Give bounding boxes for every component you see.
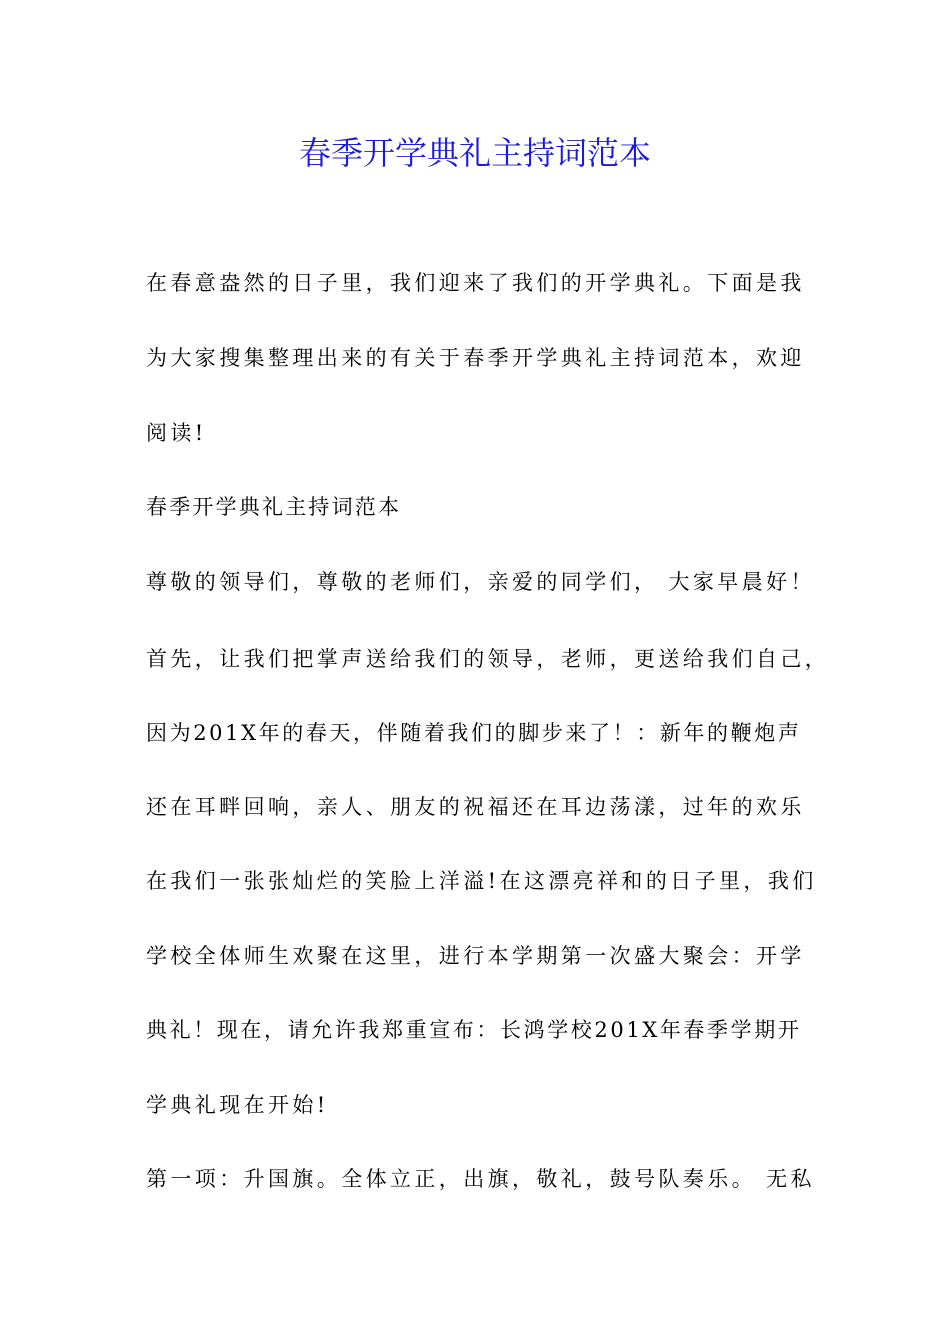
- body-line-6: 典礼！现在，请允许我郑重宣布：长鸿学校201X年春季学期开: [146, 1018, 802, 1042]
- intro-line-2: 为大家搜集整理出来的有关于春季开学典礼主持词范本，欢迎: [146, 346, 805, 370]
- section-heading: 春季开学典礼主持词范本: [146, 495, 402, 519]
- body-line-5: 学校全体师生欢聚在这里，进行本学期第一次盛大聚会：开学: [146, 944, 805, 968]
- body-line-3: 还在耳畔回响，亲人、朋友的祝福还在耳边荡漾，过年的欢乐: [146, 795, 805, 819]
- intro-line-3: 阅读!: [146, 421, 207, 445]
- agenda-item-1-line: 第一项：升国旗。全体立正，出旗，敬礼，鼓号队奏乐。 无私: [146, 1167, 815, 1191]
- document-title: 春季开学典礼主持词范本: [298, 134, 651, 172]
- intro-line-1: 在春意盎然的日子里，我们迎来了我们的开学典礼。下面是我: [146, 271, 805, 295]
- greeting-line: 尊敬的领导们，尊敬的老师们，亲爱的同学们， 大家早晨好！: [146, 570, 815, 594]
- body-line-1: 首先，让我们把掌声送给我们的领导，老师，更送给我们自己，: [146, 647, 830, 671]
- body-line-7: 学典礼现在开始!: [146, 1093, 329, 1117]
- body-line-2: 因为201X年的春天，伴随着我们的脚步来了！：新年的鞭炮声: [146, 721, 802, 745]
- body-line-4: 在我们一张张灿烂的笑脸上洋溢!在这漂亮祥和的日子里，我们: [146, 869, 817, 893]
